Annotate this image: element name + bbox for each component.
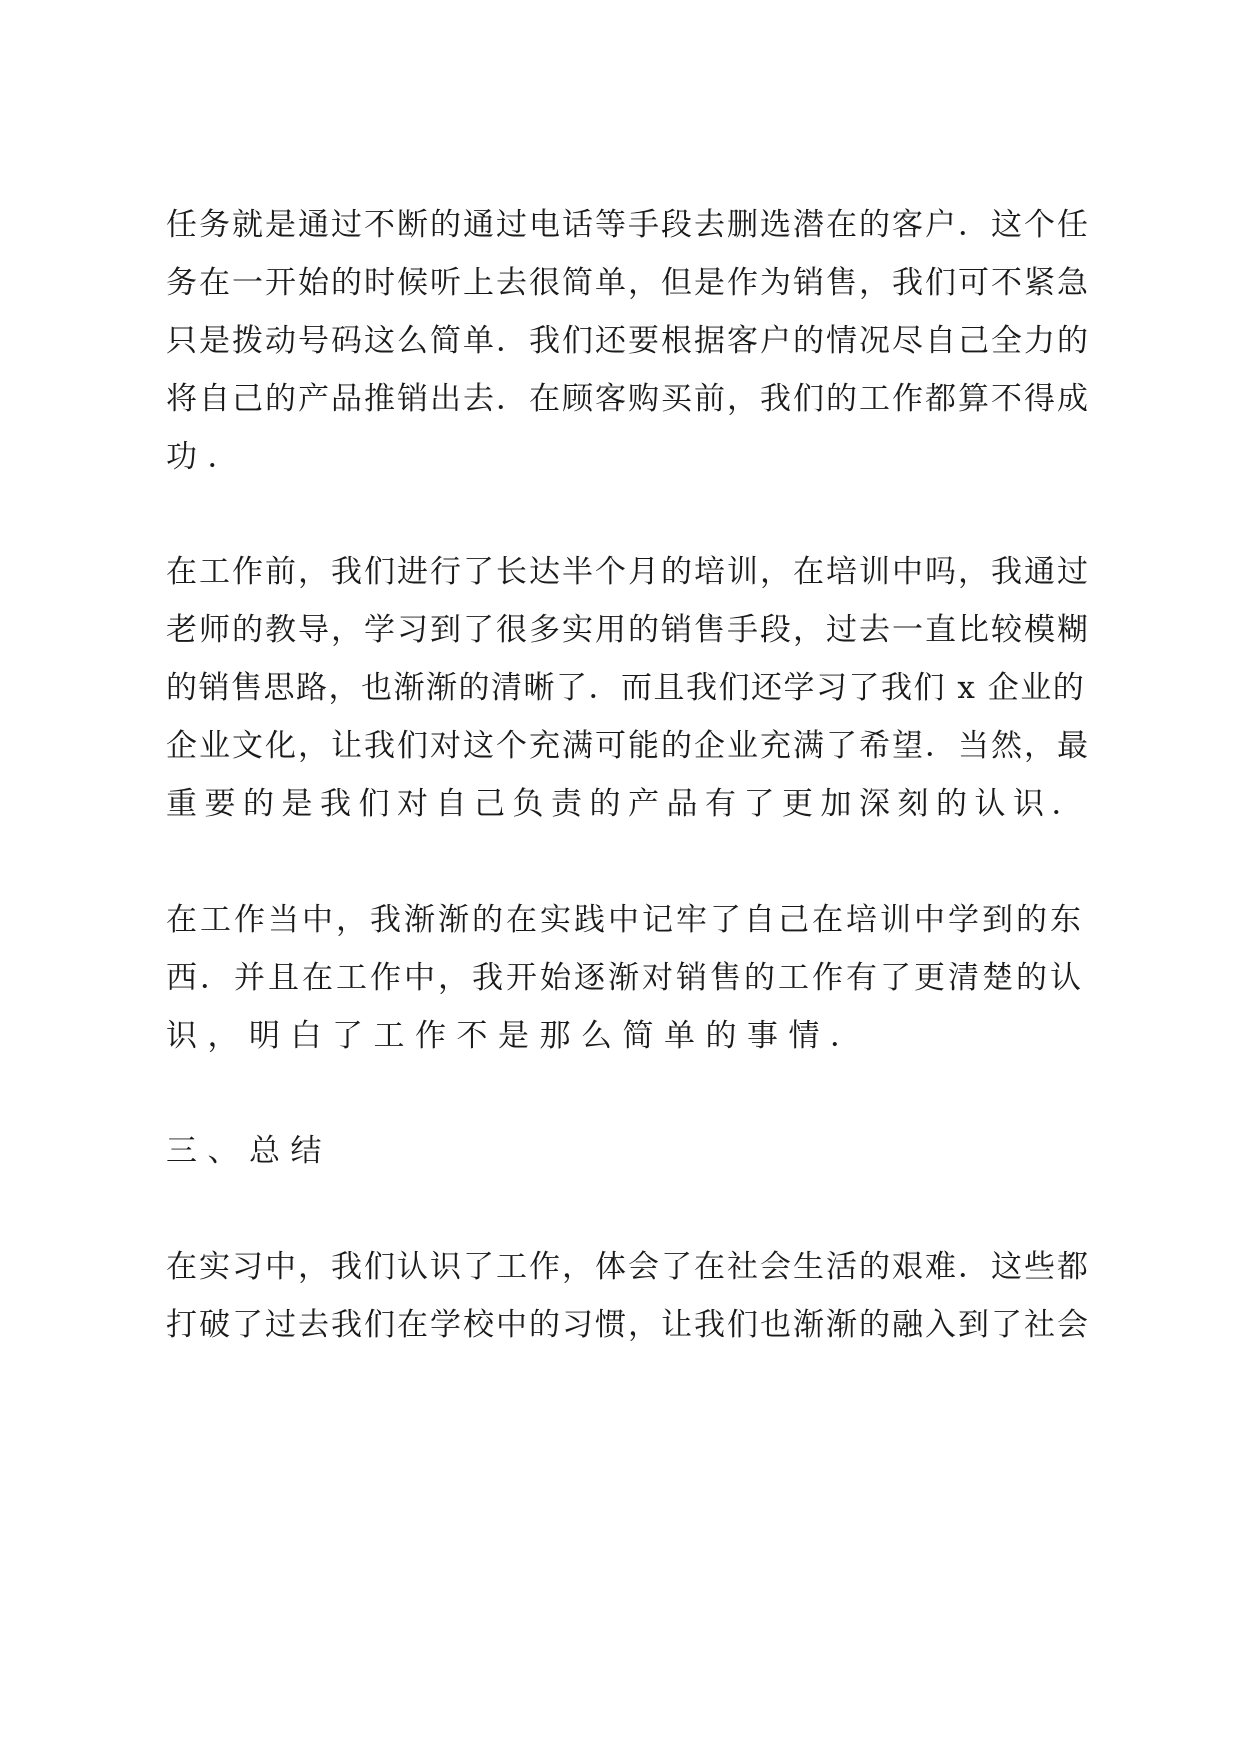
text-line: 企业文化，让我们对这个充满可能的企业充满了希望．当然，最 — [166, 728, 1090, 764]
text-line: 务在一开始的时候听上去很简单，但是作为销售，我们可不紧急 — [166, 265, 1090, 301]
section-heading: 三、总结 — [166, 1133, 332, 1169]
text-line: 的销售思路，也渐渐的清晰了．而且我们还学习了我们 x 企业的 — [166, 670, 1086, 706]
text-line: 识，明白了工作不是那么简单的事情． — [166, 1018, 872, 1054]
text-line: 在工作前，我们进行了长达半个月的培训，在培训中吗，我通过 — [166, 554, 1090, 590]
text-line: 将自己的产品推销出去．在顾客购买前，我们的工作都算不得成 — [166, 381, 1090, 417]
text-line: 在实习中，我们认识了工作，体会了在社会生活的艰难．这些都 — [166, 1249, 1090, 1285]
text-line: 只是拨动号码这么简单．我们还要根据客户的情况尽自己全力的 — [166, 323, 1090, 359]
text-line: 功． — [166, 439, 249, 475]
text-line: 老师的教导，学习到了很多实用的销售手段，过去一直比较模糊 — [166, 612, 1090, 648]
text-line: 西．并且在工作中，我开始逐渐对销售的工作有了更清楚的认 — [166, 960, 1084, 996]
text-line: 重要的是我们对自己负责的产品有了更加深刻的认识． — [166, 786, 1090, 822]
text-line: 任务就是通过不断的通过电话等手段去删选潜在的客户．这个任 — [166, 207, 1090, 243]
text-line: 打破了过去我们在学校中的习惯，让我们也渐渐的融入到了社会 — [166, 1307, 1090, 1343]
text-line: 在工作当中，我渐渐的在实践中记牢了自己在培训中学到的东 — [166, 902, 1084, 938]
